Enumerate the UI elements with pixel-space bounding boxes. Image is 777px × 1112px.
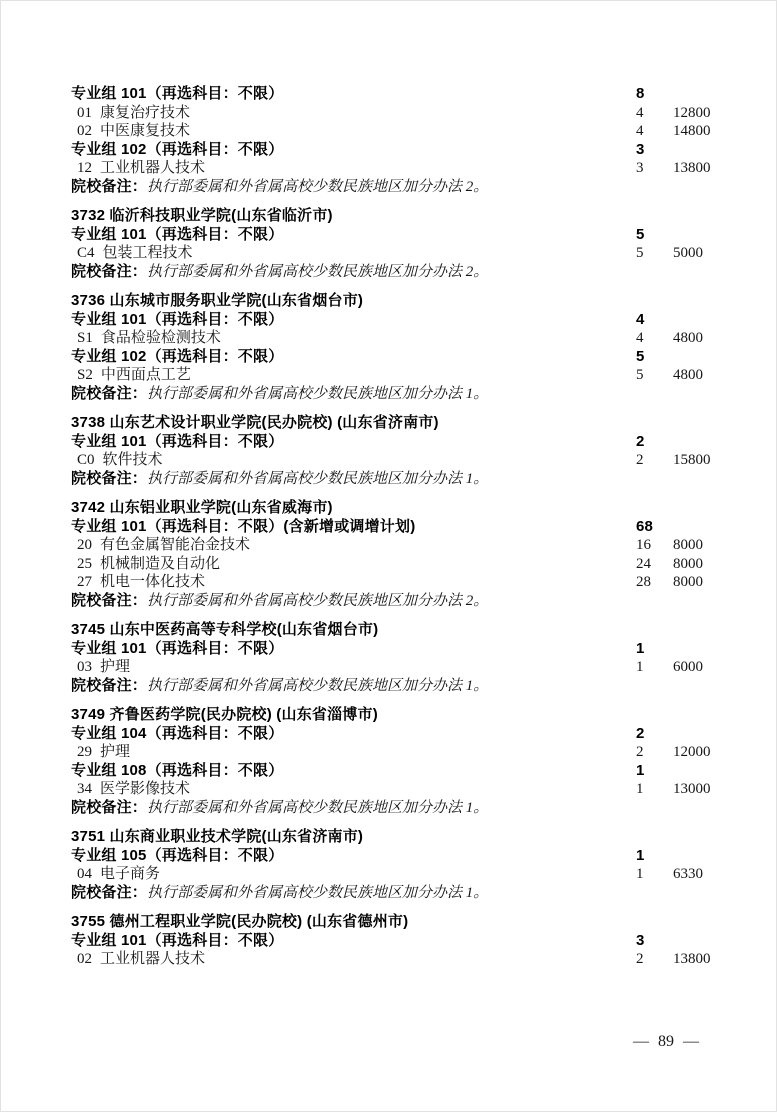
group-header-row bbox=[71, 226, 777, 245]
footer-dash-left: — bbox=[633, 1033, 649, 1050]
major-count: 28 bbox=[636, 574, 651, 590]
group-header-row bbox=[71, 433, 777, 452]
major-code: S1 bbox=[77, 330, 93, 346]
group-header-row bbox=[71, 518, 777, 537]
remark-text: 执行部委属和外省属高校少数民族地区加分办法 1。 bbox=[147, 385, 489, 402]
major-fee: 4800 bbox=[673, 367, 703, 383]
major-name: 中西面点工艺 bbox=[100, 367, 191, 383]
school-header: 3751 山东商业职业技术学院(山东省济南市) bbox=[71, 828, 364, 845]
remark-label: 院校备注： bbox=[71, 798, 148, 816]
group-header-row bbox=[71, 725, 777, 744]
major-code: 29 bbox=[77, 744, 92, 760]
major-count: 2 bbox=[636, 744, 644, 760]
major-row bbox=[71, 451, 777, 470]
major-code: 02 bbox=[77, 123, 92, 139]
remark-text: 执行部委属和外省属高校少数民族地区加分办法 1。 bbox=[147, 799, 489, 816]
group-header-row bbox=[71, 348, 777, 367]
remark-label: 院校备注： bbox=[71, 469, 148, 487]
remark-row bbox=[71, 592, 777, 611]
major-code: 03 bbox=[77, 659, 92, 675]
school-header: 3745 山东中医药高等专科学校(山东省烟台市) bbox=[71, 621, 379, 638]
major-row bbox=[71, 104, 777, 123]
major-name: 食品检验检测技术 bbox=[100, 330, 221, 346]
remark-text: 执行部委属和外省属高校少数民族地区加分办法 2。 bbox=[147, 263, 489, 280]
major-row bbox=[71, 780, 777, 799]
school-header: 3749 齐鲁医药学院(民办院校) (山东省淄博市) bbox=[71, 706, 378, 723]
group-label: 专业组 102（再选科目：不限） bbox=[71, 347, 284, 365]
group-header-row bbox=[71, 85, 777, 104]
major-row bbox=[71, 555, 777, 574]
major-code: 02 bbox=[77, 951, 92, 967]
major-count: 16 bbox=[636, 537, 651, 553]
group-count: 8 bbox=[636, 85, 645, 102]
remark-label: 院校备注： bbox=[71, 591, 148, 609]
major-count: 1 bbox=[636, 866, 644, 882]
group-count: 4 bbox=[636, 310, 645, 328]
major-row bbox=[71, 244, 777, 263]
group-label: 专业组 105（再选科目：不限） bbox=[71, 846, 284, 864]
group-label: 专业组 101（再选科目：不限） bbox=[71, 639, 284, 657]
major-code: 01 bbox=[77, 104, 92, 121]
school-header: 3742 山东铝业职业学院(山东省威海市) bbox=[71, 499, 333, 516]
group-count: 5 bbox=[636, 225, 645, 243]
group-count: 2 bbox=[636, 724, 645, 742]
school-header: 3736 山东城市服务职业学院(山东省烟台市) bbox=[71, 292, 364, 309]
major-code: 04 bbox=[77, 866, 92, 882]
major-name: 有色金属智能冶金技术 bbox=[100, 537, 251, 553]
major-code: 27 bbox=[77, 574, 92, 590]
major-fee: 12000 bbox=[673, 744, 711, 760]
remark-label: 院校备注： bbox=[71, 384, 148, 402]
group-label: 专业组 104（再选科目：不限） bbox=[71, 724, 284, 742]
major-name: 护理 bbox=[100, 659, 131, 675]
major-row bbox=[71, 950, 777, 969]
major-row bbox=[71, 658, 777, 677]
remark-row bbox=[71, 799, 777, 818]
remark-row bbox=[71, 263, 777, 282]
major-row bbox=[71, 573, 777, 592]
group-header-row bbox=[71, 932, 777, 951]
major-count: 2 bbox=[636, 452, 644, 468]
major-row bbox=[71, 366, 777, 385]
major-fee: 13800 bbox=[673, 160, 711, 176]
major-fee: 6000 bbox=[673, 659, 703, 675]
major-name: 包装工程技术 bbox=[102, 245, 193, 261]
major-count: 24 bbox=[636, 555, 651, 572]
group-label: 专业组 101（再选科目：不限） bbox=[71, 225, 284, 243]
major-name: 机械制造及自动化 bbox=[100, 555, 221, 572]
major-name: 中医康复技术 bbox=[100, 123, 191, 139]
school-header: 3732 临沂科技职业学院(山东省临沂市) bbox=[71, 207, 333, 224]
page-footer bbox=[633, 1033, 699, 1051]
major-name: 电子商务 bbox=[100, 866, 161, 882]
remark-label: 院校备注： bbox=[71, 177, 148, 195]
major-count: 1 bbox=[636, 781, 644, 797]
remark-row bbox=[71, 677, 777, 696]
group-label: 专业组 101（再选科目：不限） bbox=[71, 310, 284, 328]
major-fee: 8000 bbox=[673, 537, 703, 553]
major-row bbox=[71, 536, 777, 555]
major-fee: 4800 bbox=[673, 330, 703, 346]
major-row bbox=[71, 159, 777, 178]
major-code: C0 bbox=[77, 452, 95, 468]
major-fee: 5000 bbox=[673, 245, 703, 261]
major-row bbox=[71, 743, 777, 762]
remark-text: 执行部委属和外省属高校少数民族地区加分办法 1。 bbox=[147, 677, 489, 694]
group-count: 2 bbox=[636, 432, 645, 450]
major-fee: 6330 bbox=[673, 866, 703, 882]
major-code: C4 bbox=[77, 245, 95, 261]
remark-label: 院校备注： bbox=[71, 676, 148, 694]
major-count: 5 bbox=[636, 367, 644, 383]
major-fee: 13000 bbox=[673, 781, 711, 797]
school-header: 3755 德州工程职业学院(民办院校) (山东省德州市) bbox=[71, 913, 409, 930]
major-row bbox=[71, 122, 777, 141]
group-count: 68 bbox=[636, 517, 654, 535]
school-header: 3738 山东艺术设计职业学院(民办院校) (山东省济南市) bbox=[71, 414, 439, 431]
major-name: 康复治疗技术 bbox=[100, 104, 191, 121]
group-count: 1 bbox=[636, 761, 645, 779]
group-header-row bbox=[71, 762, 777, 781]
major-count: 1 bbox=[636, 659, 644, 675]
group-header-row bbox=[71, 847, 777, 866]
major-fee: 13800 bbox=[673, 951, 711, 967]
remark-row bbox=[71, 385, 777, 404]
major-name: 机电一体化技术 bbox=[100, 574, 206, 590]
major-fee: 14800 bbox=[673, 123, 711, 139]
group-header-row bbox=[71, 141, 777, 160]
group-label: 专业组 102（再选科目：不限） bbox=[71, 140, 284, 158]
major-count: 4 bbox=[636, 330, 644, 346]
group-header-row bbox=[71, 311, 777, 330]
remark-text: 执行部委属和外省属高校少数民族地区加分办法 1。 bbox=[147, 470, 489, 487]
footer-dash-right: — bbox=[683, 1033, 699, 1050]
group-count: 1 bbox=[636, 846, 645, 864]
group-count: 5 bbox=[636, 347, 645, 365]
major-fee: 12800 bbox=[673, 104, 711, 121]
group-count: 1 bbox=[636, 639, 645, 657]
remark-text: 执行部委属和外省属高校少数民族地区加分办法 2。 bbox=[147, 592, 489, 609]
major-fee: 8000 bbox=[673, 574, 703, 590]
remark-label: 院校备注： bbox=[71, 262, 148, 280]
major-name: 工业机器人技术 bbox=[100, 160, 206, 176]
remark-text: 执行部委属和外省属高校少数民族地区加分办法 2。 bbox=[147, 178, 489, 195]
major-count: 3 bbox=[636, 160, 644, 176]
major-name: 医学影像技术 bbox=[100, 781, 191, 797]
group-count: 3 bbox=[636, 931, 645, 949]
major-count: 2 bbox=[636, 951, 644, 967]
group-label: 专业组 108（再选科目：不限） bbox=[71, 761, 284, 779]
major-count: 4 bbox=[636, 123, 644, 139]
remark-label: 院校备注： bbox=[71, 883, 148, 901]
major-name: 软件技术 bbox=[102, 452, 163, 468]
page-number: 89 bbox=[658, 1033, 674, 1050]
remark-row bbox=[71, 884, 777, 903]
group-label: 专业组 101（再选科目：不限） bbox=[71, 85, 284, 102]
major-code: 12 bbox=[77, 160, 92, 176]
group-label: 专业组 101（再选科目：不限）(含新增或调增计划) bbox=[71, 517, 416, 535]
group-count: 3 bbox=[636, 140, 645, 158]
remark-text: 执行部委属和外省属高校少数民族地区加分办法 1。 bbox=[147, 884, 489, 901]
major-fee: 15800 bbox=[673, 452, 711, 468]
group-label: 专业组 101（再选科目：不限） bbox=[71, 931, 284, 949]
major-code: 20 bbox=[77, 537, 92, 553]
major-count: 4 bbox=[636, 104, 644, 121]
major-name: 护理 bbox=[100, 744, 131, 760]
major-row bbox=[71, 865, 777, 884]
plan-list bbox=[1, 85, 777, 969]
group-label: 专业组 101（再选科目：不限） bbox=[71, 432, 284, 450]
remark-row bbox=[71, 178, 777, 197]
group-header-row bbox=[71, 640, 777, 659]
major-code: 25 bbox=[77, 555, 92, 572]
major-row bbox=[71, 329, 777, 348]
major-count: 5 bbox=[636, 245, 644, 261]
major-code: 34 bbox=[77, 781, 92, 797]
major-code: S2 bbox=[77, 367, 93, 383]
major-fee: 8000 bbox=[673, 555, 703, 572]
remark-row bbox=[71, 470, 777, 489]
major-name: 工业机器人技术 bbox=[100, 951, 206, 967]
